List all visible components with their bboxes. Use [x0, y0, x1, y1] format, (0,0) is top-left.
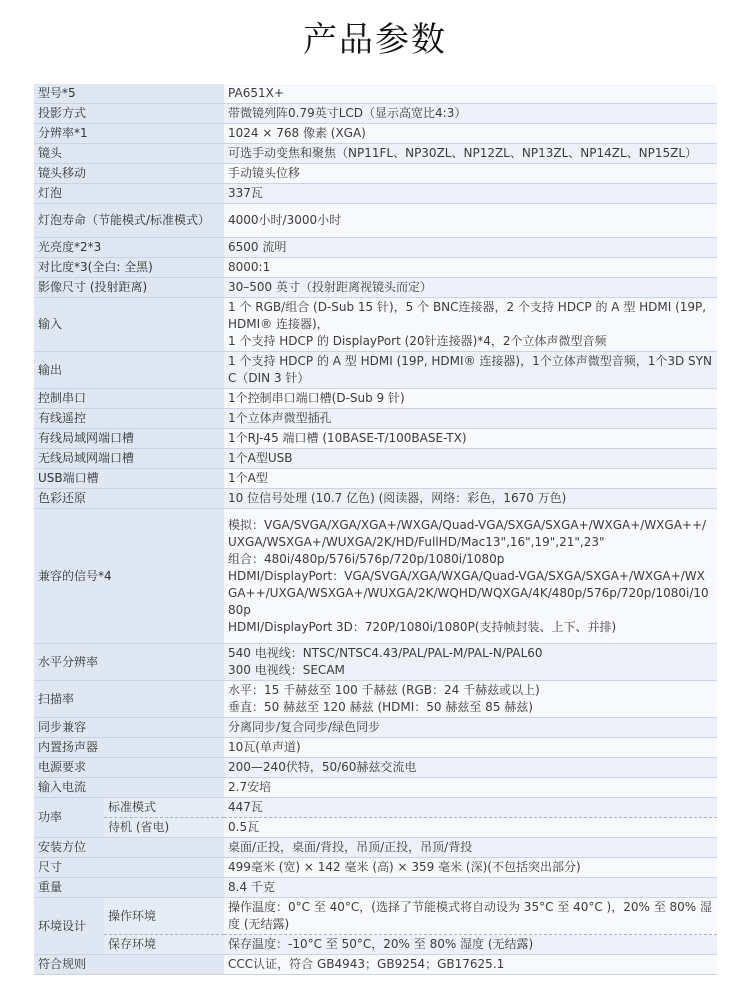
- env-mode-value: 保存温度：-10°C 至 50°C，20% 至 80% 湿度 (无结露): [224, 935, 717, 955]
- table-row: [34, 298, 717, 352]
- spec-value: [224, 352, 717, 389]
- table-row: [34, 778, 717, 798]
- spec-value: [224, 238, 717, 258]
- spec-value: [224, 681, 717, 718]
- spec-value: [224, 758, 717, 778]
- table-row: [34, 858, 717, 878]
- page-title: 产品参数: [303, 20, 447, 60]
- power-mode-label: 标准模式: [104, 798, 224, 818]
- table-row: [34, 258, 717, 278]
- spec-value: [224, 718, 717, 738]
- spec-label: 重量: [34, 878, 224, 898]
- table-row: [34, 644, 717, 681]
- table-row: [34, 104, 717, 124]
- spec-label: 投影方式: [34, 104, 224, 124]
- spec-value: [224, 104, 717, 124]
- spec-value-line: 分离同步/复合同步/绿色同步: [228, 720, 381, 734]
- spec-label: 水平分辨率: [34, 644, 224, 681]
- env-label: 环境设计: [34, 898, 104, 955]
- spec-label: 镜头: [34, 144, 224, 164]
- spec-value: [224, 509, 717, 644]
- spec-value-line: 2.7安培: [228, 780, 272, 794]
- env-mode-value: 操作温度：0°C 至 40°C，(选择了节能模式将自动设为 35°C 至 40°C )，20% 至 80% 湿度 (无结露): [224, 898, 717, 935]
- spec-label: 影像尺寸 (投射距离): [34, 278, 224, 298]
- table-row: [34, 124, 717, 144]
- spec-value: [224, 258, 717, 278]
- spec-value: [224, 738, 717, 758]
- spec-value-line: 10 位信号处理 (10.7 亿色) (阅读器，网络：彩色，1670 万色): [228, 491, 567, 505]
- table-row: [34, 469, 717, 489]
- table-row: [34, 352, 717, 389]
- spec-value-line: 组合：480i/480p/576i/576p/720p/1080i/1080p: [228, 551, 505, 566]
- table-row: [34, 84, 717, 104]
- spec-label: 控制串口: [34, 389, 224, 409]
- power-mode-value: 0.5瓦: [224, 818, 717, 838]
- spec-label: 输入: [34, 298, 224, 352]
- spec-label: 兼容的信号*4: [34, 509, 224, 644]
- spec-value-line: 可选手动变焦和聚焦（NP11FL、NP30ZL、NP12ZL、NP13ZL、NP14ZL、NP15ZL）: [228, 146, 698, 160]
- spec-value: [224, 449, 717, 469]
- table-row: [34, 238, 717, 258]
- spec-value-line: 30–500 英寸（投射距离视镜头而定）: [228, 280, 433, 294]
- power-mode-label: 待机 (省电): [104, 818, 224, 838]
- spec-label: 扫描率: [34, 681, 224, 718]
- spec-value-line: 手动镜头位移: [228, 166, 301, 180]
- table-row: [34, 758, 717, 778]
- spec-label: 符合规则: [34, 955, 224, 975]
- spec-value-line: 540 电视线：NTSC/NTSC4.43/PAL/PAL-M/PAL-N/PAL60: [228, 646, 543, 660]
- spec-value-line: 10瓦(单声道): [228, 740, 301, 754]
- spec-value-line: 1个控制串口端口槽(D-Sub 9 针): [228, 391, 405, 405]
- spec-value: [224, 204, 717, 238]
- spec-label: 色彩还原: [34, 489, 224, 509]
- spec-value: [224, 184, 717, 204]
- spec-value: 499毫米 (宽) × 142 毫米 (高) × 359 毫米 (深)(不包括突出部分): [224, 858, 717, 878]
- spec-value-line: 1个RJ-45 端口槽 (10BASE-T/100BASE-TX): [228, 431, 467, 445]
- spec-value: [224, 469, 717, 489]
- spec-value: [224, 409, 717, 429]
- spec-label: 光亮度*2*3: [34, 238, 224, 258]
- spec-value: [224, 489, 717, 509]
- table-row: [34, 449, 717, 469]
- spec-label: 电源要求: [34, 758, 224, 778]
- spec-value-line: 水平：15 千赫兹至 100 千赫兹 (RGB：24 千赫兹或以上): [228, 683, 540, 697]
- table-row: [34, 738, 717, 758]
- spec-value: [224, 84, 717, 104]
- spec-value: [224, 298, 717, 352]
- spec-value-line: 带微镜列阵0.79英寸LCD（显示高宽比4:3）: [228, 106, 467, 120]
- spec-label: 分辨率*1: [34, 124, 224, 144]
- spec-value: [224, 644, 717, 681]
- table-row: [34, 144, 717, 164]
- table-row: [34, 838, 717, 858]
- env-mode-label: 操作环境: [104, 898, 224, 935]
- spec-value-line: 模拟：VGA/SVGA/XGA/XGA+/WXGA/Quad-VGA/SXGA/SXGA+/WXGA+/WXGA++/UXGA/WSXGA+/WUXGA/2K/HD/FullHD/Mac13",16",19",21",23": [228, 517, 707, 549]
- spec-label: 内置扬声器: [34, 738, 224, 758]
- spec-label: 灯泡寿命（节能模式/标准模式）: [34, 204, 224, 238]
- spec-value: [224, 144, 717, 164]
- table-row: [34, 409, 717, 429]
- table-row: [34, 489, 717, 509]
- spec-value: [224, 124, 717, 144]
- spec-label: 对比度*3(全白: 全黑): [34, 258, 224, 278]
- spec-value-line: HDMI/DisplayPort 3D：720P/1080i/1080P(支持帧封装、上下、并排): [228, 619, 617, 634]
- spec-label: 有线遥控: [34, 409, 224, 429]
- spec-value-line: 337瓦: [228, 186, 263, 200]
- spec-value: CCC认证，符合 GB4943；GB9254；GB17625.1: [224, 955, 717, 975]
- spec-label: 输入电流: [34, 778, 224, 798]
- env-mode-label: 保存环境: [104, 935, 224, 955]
- spec-label: 尺寸: [34, 858, 224, 878]
- spec-label: 同步兼容: [34, 718, 224, 738]
- spec-label: USB端口槽: [34, 469, 224, 489]
- spec-value-line: 1 个支持 HDCP 的 DisplayPort (20针连接器)*4，2个立体声微型音频: [228, 334, 607, 348]
- spec-value-line: 1个A型: [228, 471, 268, 485]
- table-row: [34, 935, 717, 955]
- spec-value-line: 8000:1: [228, 260, 271, 274]
- spec-value-line: 1 个支持 HDCP 的 A 型 HDMI (19P, HDMI® 连接器)，1个立体声微型音频，1个3D SYNC（DIN 3 针）: [228, 354, 712, 385]
- spec-table: [34, 84, 717, 975]
- spec-label: 灯泡: [34, 184, 224, 204]
- spec-value-line: 1个A型USB: [228, 451, 293, 465]
- spec-label: 镜头移动: [34, 164, 224, 184]
- spec-value-line: 200—240伏特，50/60赫兹交流电: [228, 760, 417, 774]
- spec-value-line: 1个立体声微型插孔: [228, 411, 332, 425]
- spec-label: 有线局域网端口槽: [34, 429, 224, 449]
- power-label: 功率: [34, 798, 104, 838]
- table-row: [34, 878, 717, 898]
- spec-label: 安装方位: [34, 838, 224, 858]
- spec-value: [224, 778, 717, 798]
- table-row: [34, 718, 717, 738]
- table-row: [34, 798, 717, 818]
- spec-value: [224, 278, 717, 298]
- table-row: [34, 681, 717, 718]
- spec-value-line: 300 电视线：SECAM: [228, 663, 345, 677]
- power-mode-value: 447瓦: [224, 798, 717, 818]
- spec-label: 输出: [34, 352, 224, 389]
- spec-label: 无线局域网端口槽: [34, 449, 224, 469]
- spec-label: 型号*5: [34, 84, 224, 104]
- spec-value-line: 1024 × 768 像素 (XGA): [228, 126, 366, 140]
- spec-value-line: 1 个 RGB/组合 (D-Sub 15 针)，5 个 BNC连接器，2 个支持 HDCP 的 A 型 HDMI (19P, HDMI® 连接器)，: [228, 300, 707, 331]
- table-row: [34, 184, 717, 204]
- table-row: [34, 164, 717, 184]
- table-row: [34, 429, 717, 449]
- spec-value: [224, 164, 717, 184]
- spec-value-line: 4000小时/3000小时: [228, 213, 342, 227]
- spec-value-line: 6500 流明: [228, 240, 287, 254]
- table-row: [34, 818, 717, 838]
- table-row: [34, 509, 717, 644]
- spec-value-line: HDMI/DisplayPort：VGA/SVGA/XGA/WXGA/Quad-VGA/SXGA/SXGA+/WXGA+/WXGA++/UXGA/WSXGA+/WUXGA/2K/WQHD/WQXGA/4K/480p/576p/720p/1080i/1080p: [228, 568, 709, 617]
- spec-value: 8.4 千克: [224, 878, 717, 898]
- spec-value: [224, 389, 717, 409]
- spec-value: [224, 429, 717, 449]
- table-row: [34, 278, 717, 298]
- table-row: [34, 389, 717, 409]
- spec-value: 桌面/正投，桌面/背投，吊顶/正投，吊顶/背投: [224, 838, 717, 858]
- table-row: [34, 955, 717, 975]
- spec-value-line: 垂直：50 赫兹至 120 赫兹 (HDMI：50 赫兹至 85 赫兹): [228, 700, 533, 714]
- table-row: [34, 898, 717, 935]
- table-row: [34, 204, 717, 238]
- spec-value-line: PA651X+: [228, 86, 284, 100]
